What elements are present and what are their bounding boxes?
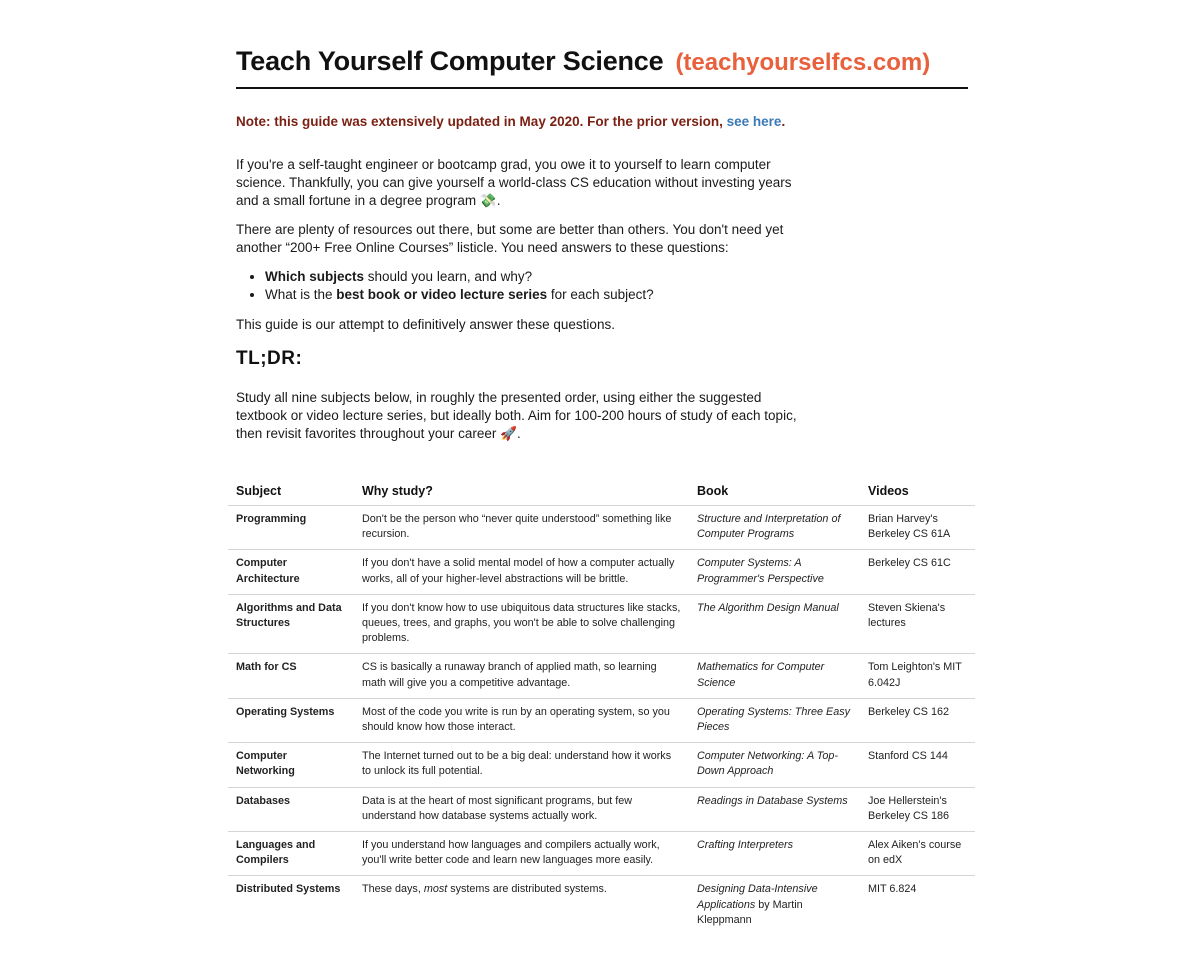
intro-paragraph-1: If you're a self-taught engineer or bootcamp grad, you owe it to yourself to learn computer science. Thankfully, you can give yourself a world-class CS education without investing years and a small fortune in a degree program 💸. xyxy=(236,157,792,208)
book-cell: Structure and Interpretation of Computer Programs xyxy=(689,506,860,550)
book-cell: The Algorithm Design Manual xyxy=(689,594,860,654)
book-cell xyxy=(689,876,860,935)
videos-cell: Stanford CS 144 xyxy=(860,743,975,787)
subjects-table xyxy=(228,476,975,935)
why-post: systems are distributed systems. xyxy=(447,883,607,896)
videos-cell: MIT 6.824 xyxy=(868,883,917,896)
tldr-heading: TL;DR: xyxy=(236,348,303,369)
book-cell: Operating Systems: Three Easy Pieces xyxy=(689,698,860,742)
why-cell xyxy=(354,876,689,935)
why-cell: If you understand how languages and compilers actually work, you'll write better code and learn new languages more easily. xyxy=(354,832,689,876)
why-cell: If you don't have a solid mental model of how a computer actually works, all of your higher-level abstractions will be brittle. xyxy=(354,550,689,594)
table-row xyxy=(228,876,975,935)
header-videos: Videos xyxy=(860,476,975,506)
q1-bold: Which subjects xyxy=(265,269,365,284)
why-cell: Data is at the heart of most significant programs, but few understand how database systems actually work. xyxy=(354,787,689,831)
update-note-text: Note: this guide was extensively updated in May 2020. For the prior version, xyxy=(236,114,727,129)
update-note-end: . xyxy=(781,114,786,129)
list-item xyxy=(265,286,825,304)
table-row xyxy=(228,550,975,594)
see-here-link[interactable]: see here xyxy=(726,114,782,129)
title-row xyxy=(236,46,968,77)
why-cell: CS is basically a runaway branch of applied math, so learning math will give you a competitive advantage. xyxy=(354,654,689,698)
subject-link[interactable]: Databases xyxy=(228,787,354,831)
q2-bold: best book or video lecture series xyxy=(336,287,548,302)
book-cell: Readings in Database Systems xyxy=(689,787,860,831)
list-item xyxy=(265,268,825,286)
intro-paragraph-3: This guide is our attempt to definitively answer these questions. xyxy=(236,317,615,332)
page-title: Teach Yourself Computer Science xyxy=(236,46,664,76)
table-row xyxy=(228,787,975,831)
videos-cell: Tom Leighton's MIT 6.042J xyxy=(860,654,975,698)
book-title: Designing Data-Intensive Applications xyxy=(697,883,818,911)
update-note xyxy=(236,114,785,129)
why-emphasis: most xyxy=(423,883,448,896)
book-cell: Mathematics for Computer Science xyxy=(689,654,860,698)
why-pre: These days, xyxy=(362,883,424,896)
why-cell: Most of the code you write is run by an operating system, so you should know how those interact. xyxy=(354,698,689,742)
table-row xyxy=(228,832,975,876)
header-book: Book xyxy=(689,476,860,506)
page-header xyxy=(236,46,968,77)
subject-link[interactable]: Computer Networking xyxy=(228,743,354,787)
book-author: by Martin Kleppmann xyxy=(697,898,803,926)
subject-link[interactable]: Algorithms and Data Structures xyxy=(228,594,354,654)
videos-cell: Joe Hellerstein's Berkeley CS 186 xyxy=(860,787,975,831)
videos-cell: Berkeley CS 162 xyxy=(860,698,975,742)
book-cell: Computer Systems: A Programmer's Perspective xyxy=(689,550,860,594)
q2-pre: What is the xyxy=(265,287,337,302)
tldr-paragraph: Study all nine subjects below, in roughly the presented order, using either the suggested textbook or video lecture series, but ideally both. Aim for 100-200 hours of study of each topic, then revisit favorites throughout your career 🚀. xyxy=(236,390,797,441)
videos-cell: Alex Aiken's course on edX xyxy=(860,832,975,876)
site-name: (teachyourselfcs.com) xyxy=(675,49,931,76)
book-cell: Crafting Interpreters xyxy=(689,832,860,876)
header-why: Why study? xyxy=(354,476,689,506)
table-row xyxy=(228,594,975,654)
why-cell: Don't be the person who “never quite understood” something like recursion. xyxy=(354,506,689,550)
videos-cell: Brian Harvey's Berkeley CS 61A xyxy=(860,506,975,550)
subject-link[interactable]: Languages and Compilers xyxy=(228,832,354,876)
videos-cell: Steven Skiena's lectures xyxy=(860,594,975,654)
table-row xyxy=(228,506,975,550)
questions-list xyxy=(236,268,825,304)
title-divider xyxy=(236,87,968,89)
q2-rest: for each subject? xyxy=(547,287,654,302)
table-row xyxy=(228,654,975,698)
table-row xyxy=(228,698,975,742)
table-header-row xyxy=(228,476,975,506)
subject-link[interactable]: Operating Systems xyxy=(228,698,354,742)
subject-link[interactable]: Computer Architecture xyxy=(228,550,354,594)
intro-paragraph-2: There are plenty of resources out there, but some are better than others. You don't need yet another “200+ Free Online Courses” listicle. You need answers to these questions: xyxy=(236,222,784,255)
subject-link[interactable]: Math for CS xyxy=(228,654,354,698)
subject-link[interactable]: Programming xyxy=(228,506,354,550)
book-cell: Computer Networking: A Top-Down Approach xyxy=(689,743,860,787)
table-row xyxy=(228,743,975,787)
subject-link[interactable]: Distributed Systems xyxy=(236,883,341,896)
q1-rest: should you learn, and why? xyxy=(364,269,533,284)
why-cell: If you don't know how to use ubiquitous data structures like stacks, queues, trees, and graphs, you won't be able to solve challenging problems. xyxy=(354,594,689,654)
header-subject: Subject xyxy=(228,476,354,506)
why-cell: The Internet turned out to be a big deal: understand how it works to unlock its full potential. xyxy=(354,743,689,787)
videos-cell: Berkeley CS 61C xyxy=(860,550,975,594)
